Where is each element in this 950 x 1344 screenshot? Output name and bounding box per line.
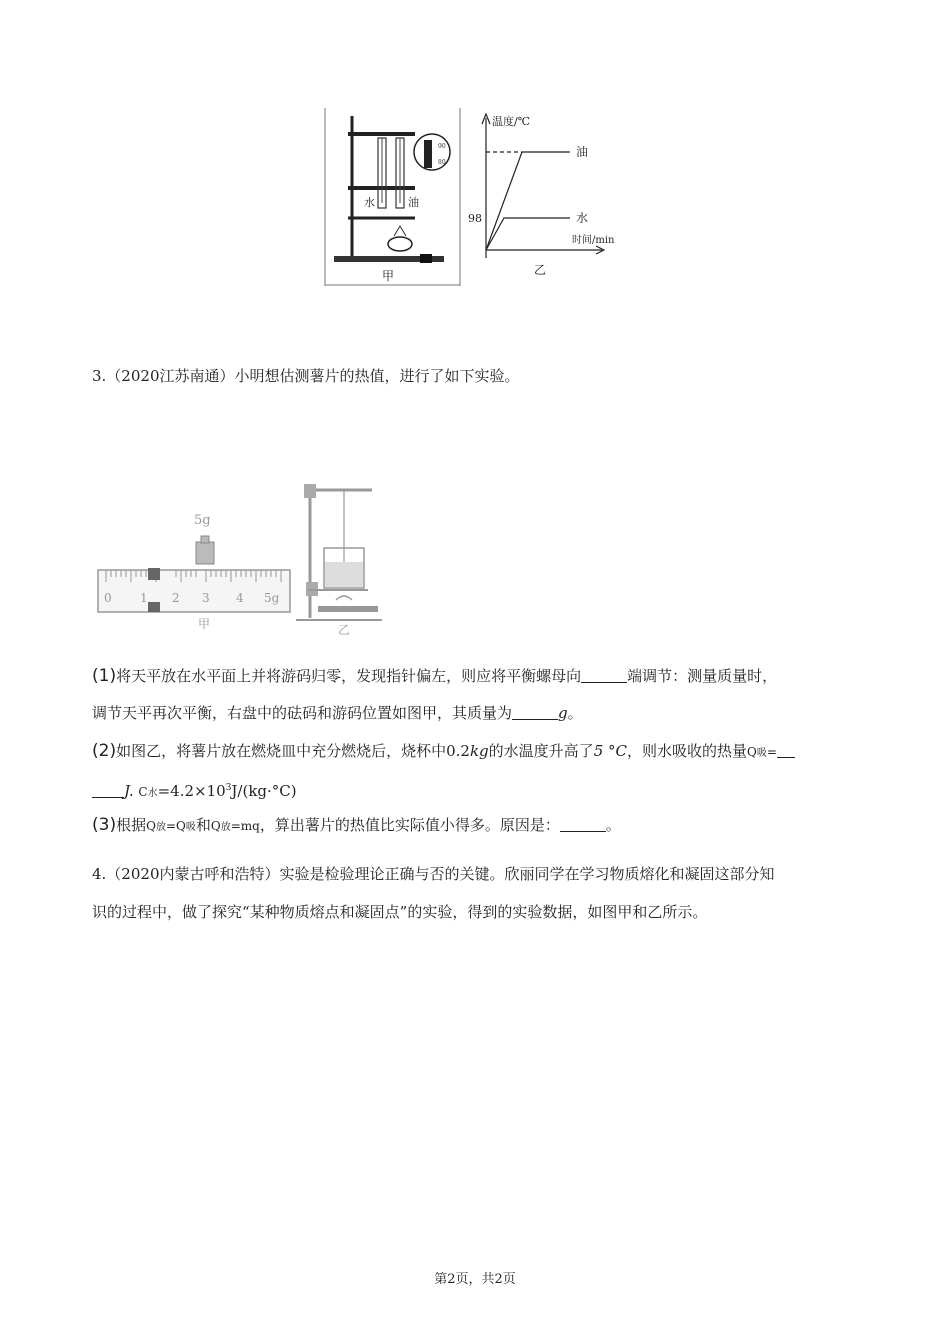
q3-part3-blank-reason	[560, 817, 606, 832]
q3-part2-blank-a	[777, 743, 795, 758]
q3-part1-text-c: 调节天平再次平衡，右盘中的砝码和游码位置如图甲，其质量为	[92, 704, 513, 722]
scale-tick-0: 0	[104, 591, 112, 605]
thermo-80-label: 80	[438, 159, 446, 166]
q3-part3-number: (3)	[92, 815, 117, 835]
q3-fig-left-caption: 甲	[198, 617, 211, 631]
q3-part1-text-b: 端调节：测量质量时，	[627, 667, 778, 685]
q3-part2-c-value: =4.2×10	[157, 782, 226, 800]
curve-oil-label: 油	[576, 145, 589, 159]
weight-label: 5g	[194, 513, 211, 528]
scale-tick-2: 2	[172, 591, 180, 605]
thermo-90-label: 90	[438, 143, 446, 150]
q3-part1-blank-direction	[581, 668, 627, 683]
q3-part1-number: (1)	[92, 666, 117, 686]
q3-part3-text-a: 根据	[116, 816, 147, 834]
q3-part2-c-label: C	[138, 785, 148, 799]
q3-part2-temp: 5 °C	[593, 742, 627, 760]
q3-part3-and: 和	[195, 816, 211, 834]
q3-part1-line1	[92, 666, 777, 686]
graph-y-axis-label: 温度/℃	[492, 115, 531, 128]
q3-part2-eq: =	[766, 745, 777, 759]
figure-heating-experiment	[320, 108, 630, 288]
q3-part2-text-c: ，则水吸收的热量	[626, 742, 747, 760]
q3-part1-text-a: 将天平放在水平面上并将游码归零，发现指针偏左，则应将平衡螺母向	[116, 667, 582, 685]
q3-part3-q1-sub: 放	[155, 822, 166, 833]
scale-tick-5: 5g	[264, 591, 280, 605]
q3-part3-line	[92, 815, 621, 838]
q4-line1: 4.（2020内蒙古呼和浩特）实验是检验理论正确与否的关键。欣丽同学在学习物质熔化和凝固这部分知	[92, 865, 775, 883]
q3-part2-kg: kg	[469, 742, 489, 760]
q3-part2-unit: J.	[124, 782, 134, 800]
q3-part3-eq1: =Q	[165, 819, 186, 833]
q3-part2-mass: 0.2	[446, 742, 470, 760]
q3-part3-q1: Q	[146, 819, 156, 833]
q3-part2-text-a: 如图乙，将薯片放在燃烧皿中充分燃烧后，烧杯中	[116, 742, 447, 760]
q3-fig-right-caption: 乙	[338, 623, 351, 637]
q3-part2-q-sub: 吸	[756, 748, 767, 759]
scale-tick-4: 4	[236, 591, 244, 605]
fig-top-right-caption: 乙	[534, 263, 547, 277]
q3-part3-q3-sub: 放	[220, 822, 231, 833]
figure-balance-and-beaker	[96, 478, 386, 638]
q3-part2-q: Q	[747, 745, 757, 759]
q3-part2-blank-b	[92, 783, 124, 798]
q3-part2-number: (2)	[92, 741, 117, 761]
scale-tick-3: 3	[202, 591, 210, 605]
graph-x-axis-label: 时间/min	[572, 235, 615, 246]
beaker-water-label: 水	[364, 196, 375, 209]
q3-part2-text-b: 的水温度升高了	[488, 742, 594, 760]
q4-line2: 识的过程中，做了探究“某种物质熔点和凝固点”的实验，得到的实验数据，如图甲和乙所示。	[92, 903, 708, 921]
q3-part2-c-units: J/(kg·°C)	[231, 782, 297, 800]
fig-top-left-caption: 甲	[382, 269, 395, 283]
scale-tick-1: 1	[140, 591, 148, 605]
q3-part2-line1	[92, 741, 795, 764]
page-footer: 第2页，共2页	[434, 1272, 516, 1287]
q3-part3-q2-sub: 吸	[185, 822, 196, 833]
q3-part3-eq2: =mq	[230, 819, 260, 833]
q3-part3-text-b: ，算出薯片的热值比实际值小得多。原因是：	[259, 816, 560, 834]
q3-part1-blank-mass	[512, 705, 558, 720]
q3-part1-line2	[92, 703, 583, 723]
graph-tick-98: 98	[468, 212, 482, 225]
beaker-oil-label: 油	[408, 196, 419, 209]
q3-part2-c-exp: 3	[225, 783, 232, 793]
q3-part2-c-sub: 水	[147, 788, 158, 799]
q3-part3-q3: Q	[210, 819, 221, 833]
q3-part1-unit: g	[558, 704, 568, 722]
q3-stem: 3.（2020江苏南通）小明想估测薯片的热值，进行了如下实验。	[92, 367, 520, 385]
q3-part1-end: 。	[567, 704, 583, 722]
q3-part2-line2	[92, 778, 297, 804]
curve-water-label: 水	[576, 211, 589, 225]
q3-part3-end: 。	[605, 816, 621, 834]
